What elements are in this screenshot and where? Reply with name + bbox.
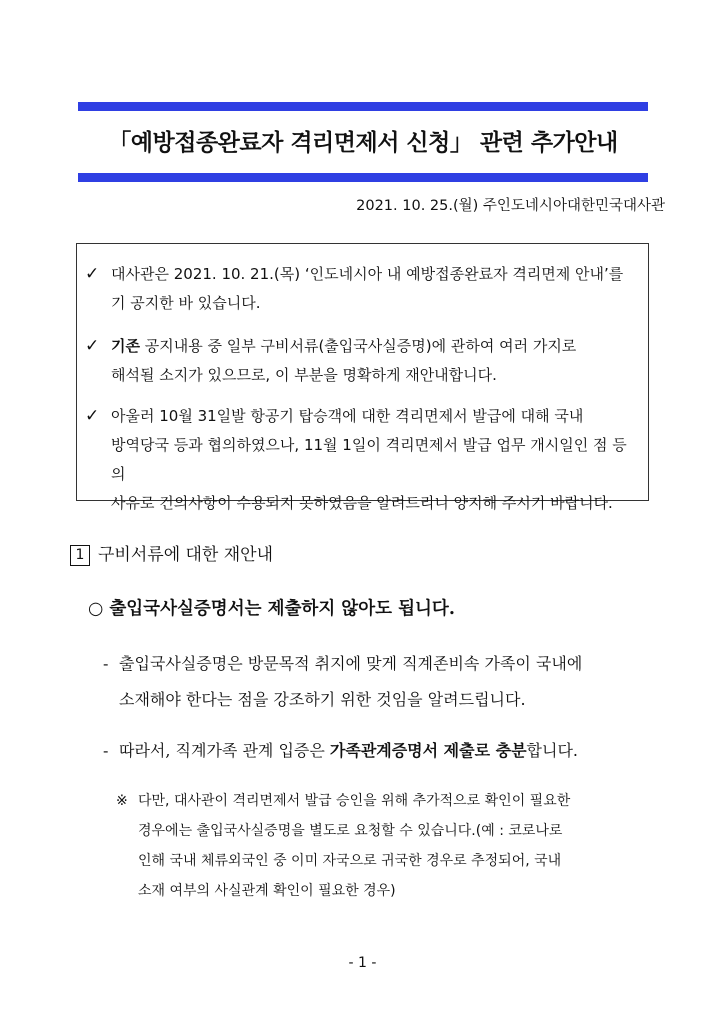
dateline: 2021. 10. 25.(월) 주인도네시아대한민국대사관	[356, 198, 665, 214]
remark-note	[116, 786, 676, 906]
check-icon: ✓	[85, 264, 100, 284]
notice-box	[76, 243, 649, 512]
sub-point	[103, 733, 673, 769]
dash-bullet: -	[103, 654, 109, 673]
notice-item-line: 기 공지한 바 있습니다.	[111, 294, 261, 312]
sub-point-emphasis: 가족관계증명서 제출로 충분	[329, 741, 527, 760]
check-icon: ✓	[85, 336, 100, 356]
notice-item-line: 해석될 소지가 있으므로, 이 부분을 명확하게 재안내합니다.	[111, 366, 497, 384]
section-heading-text: 구비서류에 대한 재안내	[98, 545, 274, 565]
sub-point	[103, 646, 673, 718]
notice-item	[85, 402, 640, 518]
dash-bullet: -	[103, 741, 109, 760]
main-point: ○ 출입국사실증명서는 제출하지 않아도 됩니다.	[88, 599, 455, 619]
notice-item-line: 사유로 건의사항이 수용되지 못하였음을 알려드리니 양지해 주시기 바랍니다.	[111, 494, 613, 512]
section-heading	[70, 540, 273, 566]
notice-item-line: 아울러 10월 31일발 항공기 탑승객에 대한 격리면제서 발급에 대해 국내	[111, 407, 584, 425]
remark-line: 인해 국내 체류외국인 중 이미 자국으로 귀국한 경우로 추정되어, 국내	[138, 853, 562, 869]
notice-item-line: 공지내용 중 일부 구비서류(출입국사실증명)에 관하여 여러 가지로	[139, 337, 577, 355]
notice-item-line: 대사관은 2021. 10. 21.(목) ‘인도네시아 내 예방접종완료자 격리면제 안내’를	[111, 265, 624, 283]
reference-mark-icon: ※	[116, 793, 128, 809]
sub-point-text: 따라서, 직계가족 관계 입증은	[119, 741, 330, 760]
notice-item	[85, 260, 640, 318]
notice-item-lead: 기존	[111, 337, 140, 355]
section-number: 1	[70, 545, 90, 566]
check-icon: ✓	[85, 406, 100, 426]
sub-point-line: 출입국사실증명은 방문목적 취지에 맞게 직계존비속 가족이 국내에	[119, 654, 583, 673]
remark-line: 소재 여부의 사실관계 확인이 필요한 경우)	[138, 883, 396, 899]
page-number: - 1 -	[348, 955, 377, 971]
remark-line: 다만, 대사관이 격리면제서 발급 승인을 위해 추가적으로 확인이 필요한	[138, 793, 571, 809]
remark-line: 경우에는 출입국사실증명을 별도로 요청할 수 있습니다.(예 : 코로나로	[138, 823, 563, 839]
title-top-bar	[78, 102, 648, 111]
document-title: 「예방접종완료자 격리면제서 신청」 관련 추가안내	[108, 130, 618, 156]
notice-item-line: 방역당국 등과 협의하였으나, 11월 1일이 격리면제서 발급 업무 개시일인 점 등의	[111, 436, 627, 483]
sub-point-text: 합니다.	[526, 741, 578, 760]
title-bottom-bar	[78, 173, 648, 182]
notice-item	[85, 332, 640, 390]
sub-point-line: 소재해야 한다는 점을 강조하기 위한 것임을 알려드립니다.	[119, 690, 526, 709]
